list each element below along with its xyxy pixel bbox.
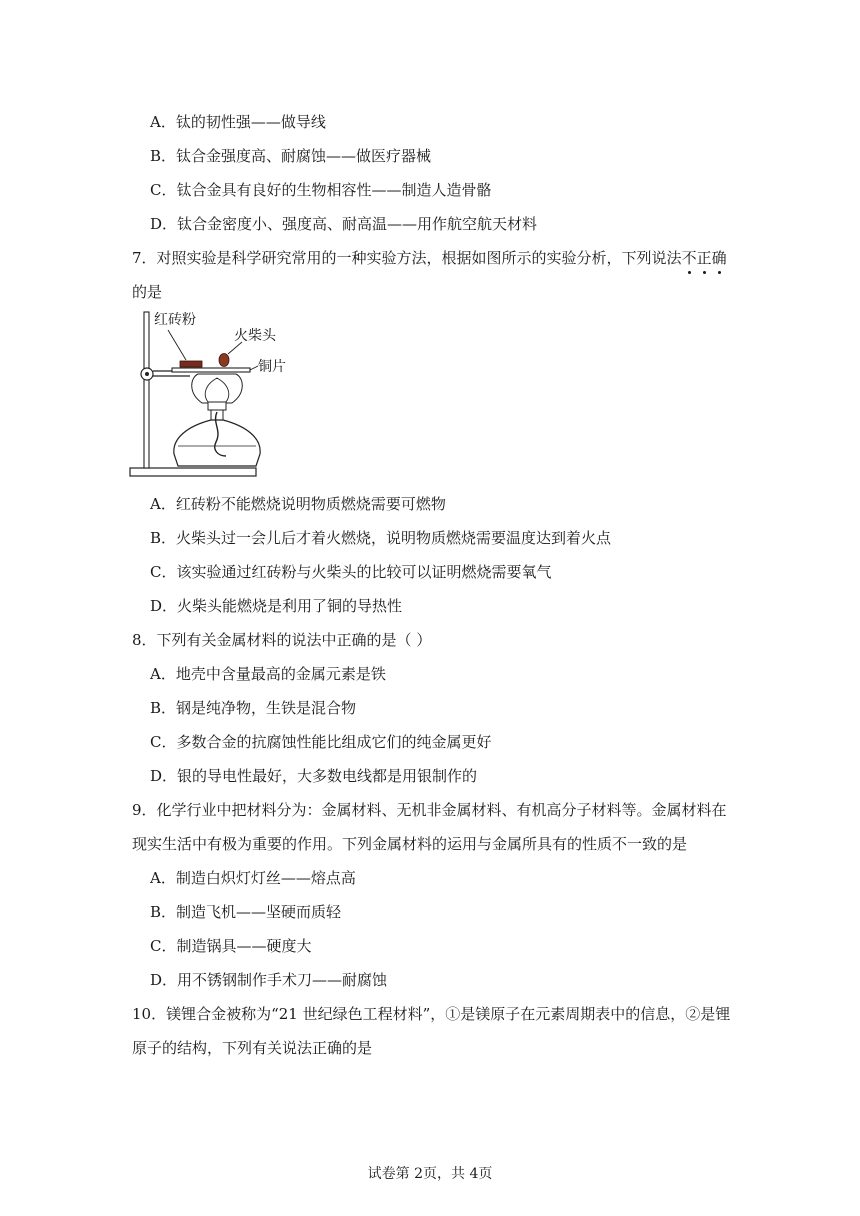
q8-option-b: B．钢是纯净物，生铁是混合物 xyxy=(150,699,357,717)
q7-emphasis-char-2: 正 xyxy=(696,249,712,267)
copper-leader-line xyxy=(250,366,258,370)
q8-option-c: C．多数合金的抗腐蚀性能比组成它们的纯金属更好 xyxy=(150,733,492,751)
q9-option-b: B．制造飞机——坚硬而质轻 xyxy=(150,903,342,921)
burner-neck xyxy=(211,410,223,420)
clamp-center xyxy=(145,372,149,376)
page-footer: 试卷第 2页，共 4页 xyxy=(367,1166,493,1182)
stand-base xyxy=(130,468,256,476)
match-head xyxy=(219,354,229,367)
q7-option-c: C．该实验通过红砖粉与火柴头的比较可以证明燃烧需要氧气 xyxy=(150,563,552,581)
q6-option-a: A．钛的韧性强——做导线 xyxy=(150,113,326,131)
copper-sheet xyxy=(172,368,250,372)
q7-option-a: A．红砖粉不能燃烧说明物质燃烧需要可燃物 xyxy=(150,495,446,513)
q9-option-c: C．制造锅具——硬度大 xyxy=(150,937,312,955)
label-match-head: 火柴头 xyxy=(234,328,276,344)
q6-option-c: C．钛合金具有良好的生物相容性——制造人造骨骼 xyxy=(150,181,492,199)
label-copper-sheet: 铜片 xyxy=(258,359,286,375)
q7-stem-continued: 的是 xyxy=(132,283,163,301)
q7-stem xyxy=(132,248,727,268)
q8-option-d: D．银的导电性最好，大多数电线都是用银制作的 xyxy=(150,767,478,785)
q7-emphasis-char-1: 不 xyxy=(681,249,697,267)
q7-option-d: D．火柴头能燃烧是利用了铜的导热性 xyxy=(150,597,403,615)
q7-option-b: B．火柴头过一会儿后才着火燃烧，说明物质燃烧需要温度达到着火点 xyxy=(150,529,612,547)
q6-option-b: B．钛合金强度高、耐腐蚀——做医疗器械 xyxy=(150,147,432,165)
q9-stem-line-1: 9．化学行业中把材料分为：金属材料、无机非金属材料、有机高分子材料等。金属材料在 xyxy=(132,801,727,819)
q7-emphasis-char-3: 确 xyxy=(711,249,727,267)
label-brick-powder: 红砖粉 xyxy=(154,312,196,328)
q8-stem: 8．下列有关金属材料的说法中正确的是（ ） xyxy=(132,631,432,649)
burner-cap xyxy=(208,402,226,410)
q9-option-d: D．用不锈钢制作手术刀——耐腐蚀 xyxy=(150,971,388,989)
q7-stem-text: 7．对照实验是科学研究常用的一种实验方法，根据如图所示的实验分析，下列说法 xyxy=(132,249,682,267)
q9-option-a: A．制造白炽灯灯丝——熔点高 xyxy=(150,869,356,887)
q10-stem-line-2: 原子的结构，下列有关说法正确的是 xyxy=(132,1039,373,1057)
stand-rod xyxy=(144,312,149,468)
brick-leader-line xyxy=(168,330,186,360)
q8-option-a: A．地壳中含量最高的金属元素是铁 xyxy=(150,665,386,683)
q10-stem-line-1: 10．镁锂合金被称为“21 世纪绿色工程材料”，①是镁原子在元素周期表中的信息，②是锂 xyxy=(132,1005,731,1023)
q6-option-d: D．钛合金密度小、强度高、耐高温——用作航空航天材料 xyxy=(150,215,538,233)
q7-experiment-figure xyxy=(128,308,288,484)
brick-powder xyxy=(180,361,202,367)
q9-stem-line-2: 现实生活中有极为重要的作用。下列金属材料的运用与金属所具有的性质不一致的是 xyxy=(132,835,688,853)
